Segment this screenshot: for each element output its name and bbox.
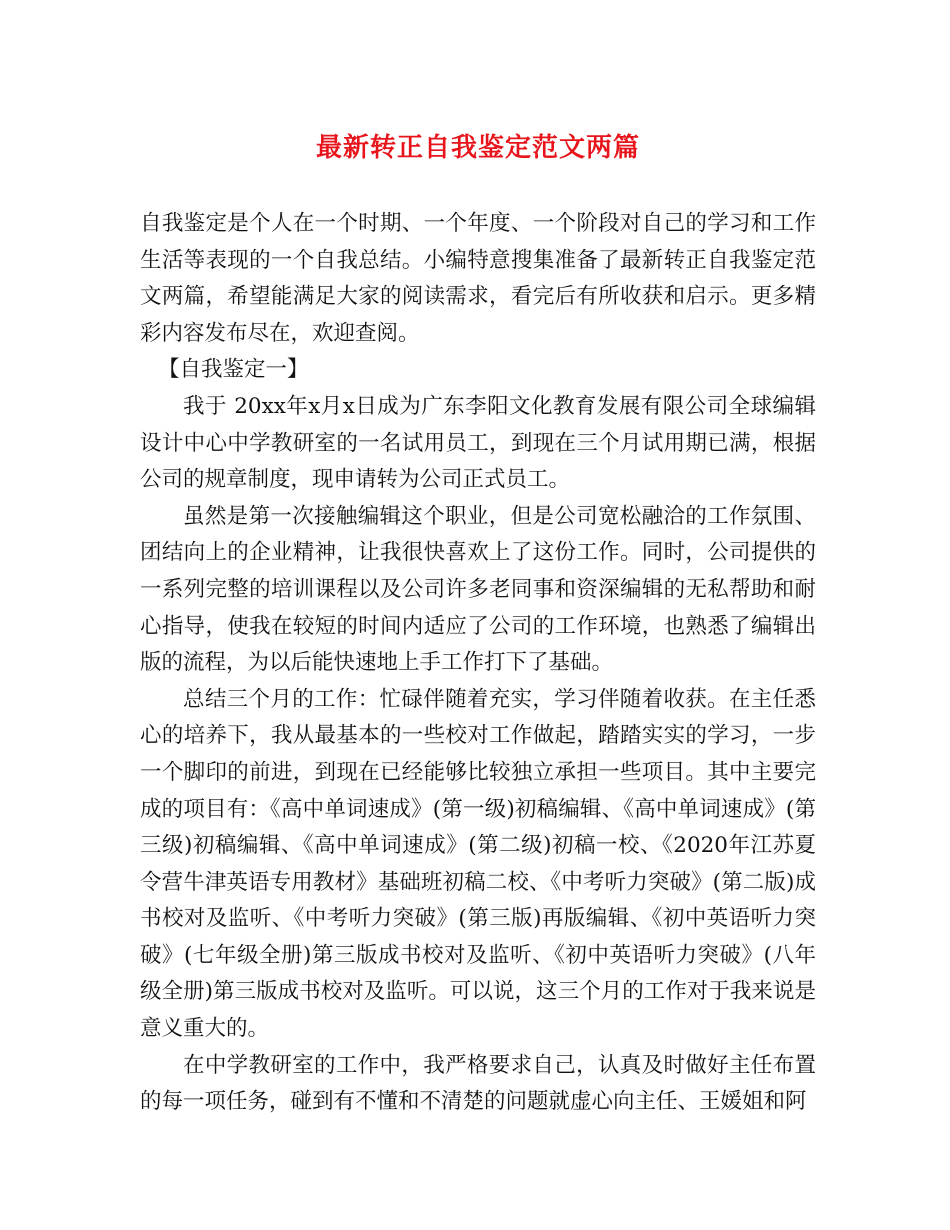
intro-paragraph: 自我鉴定是个人在一个时期、一个年度、一个阶段对自己的学习和工作生活等表现的一个自我总结。小编特意搜集准备了最新转正自我鉴定范文两篇，希望能满足大家的阅读需求，看完后有所收获和启示。更多精彩内容发布尽在，欢迎查阅。 xyxy=(140,211,816,346)
body-paragraph-1: 我于 20xx年x月x日成为广东李阳文化教育发展有限公司全球编辑设计中心中学教研室的一名试用员工，到现在三个月试用期已满，根据公司的规章制度，现申请转为公司正式员工。 xyxy=(140,393,816,493)
body-paragraph-3: 总结三个月的工作：忙碌伴随着充实，学习伴随着收获。在主任悉心的培养下，我从最基本的一些校对工作做起，踏踏实实的学习，一步一个脚印的前进，到现在已经能够比较独立承担一些项目。其中主要完成的项目有：《高中单词速成》(第一级)初稿编辑、《高中单词速成》(第三级)初稿编辑、《高中单词速成》(第二级)初稿一校、《2020年江苏夏令营牛津英语专用教材》基础班初稿二校、《中考听力突破》(第二版)成书校对及监听、《中考听力突破》(第三版)再版编辑、《初中英语听力突破》(七年级全册)第三版成书校对及监听、《初中英语听力突破》(八年级全册)第三版成书校对及监听。可以说，这三个月的工作对于我来说是意义重大的。 xyxy=(140,686,816,1042)
body-paragraph-2: 虽然是第一次接触编辑这个职业，但是公司宽松融洽的工作氛围、团结向上的企业精神，让我很快喜欢上了这份工作。同时，公司提供的一系列完整的培训课程以及公司许多老同事和资深编辑的无私帮助和耐心指导，使我在较短的时间内适应了公司的工作环境，也熟悉了编辑出版的流程，为以后能快速地上手工作打下了基础。 xyxy=(140,503,816,676)
section-heading: 【自我鉴定一】 xyxy=(158,357,309,383)
document-title: 最新转正自我鉴定范文两篇 xyxy=(315,133,640,163)
body-paragraph-4: 在中学教研室的工作中，我严格要求自己，认真及时做好主任布置的每一项任务，碰到有不懂和不清楚的问题就虚心向主任、王媛姐和阿 xyxy=(140,1052,816,1115)
document-page xyxy=(140,128,816,1121)
